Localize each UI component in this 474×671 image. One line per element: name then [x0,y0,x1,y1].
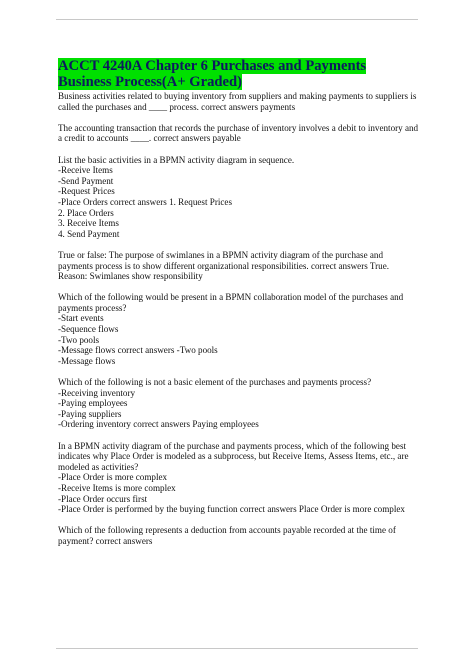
question-paragraph-4: True or false: The purpose of swimlanes in a BPMN activity diagram of the purchase and payments process is to show different organizational responsibilities. correct answers True. Reason: Swimlanes show responsibility [58,249,390,282]
question-paragraph-1: Business activities related to buying inventory from suppliers and making payments to suppliers is called the purchases and ____ process. correct answers payments [58,91,417,112]
document-content [58,58,420,557]
document-title: ACCT 4240A Chapter 6 Purchases and Payments Business Process(A+ Graded) [58,58,367,90]
question-paragraph-2: The accounting transaction that records the purchase of inventory involves a debit to inventory and a credit to accounts ____. correct answers payable [58,122,419,144]
question-paragraph-8: Which of the following represents a deduction from accounts payable recorded at the time of payment? correct answers [58,525,396,546]
question-paragraph-7: In a BPMN activity diagram of the purchase and payments process, which of the following best indicates why Place Order is modeled as a subprocess, but Receive Items, Assess Items, etc., are modeled as activities? -Place Order is more complex -Receive Items is more complex -Place Order occurs first -Place Order is performed by the buying function correct answers Place Order is more complex [58,440,409,515]
question-paragraph-5: Which of the following would be present in a BPMN collaboration model of the purchases and payments process? -Start events -Sequence flows -Two pools -Message flows correct answers -Two pools -Message flows [58,292,404,366]
header-rule [56,19,418,20]
document-body [58,91,420,547]
question-paragraph-6: Which of the following is not a basic element of the purchases and payments process? -Receiving inventory -Paying employees -Paying suppliers -Ordering inventory correct answers Paying employees [58,377,372,430]
question-paragraph-3: List the basic activities in a BPMN activity diagram in sequence. -Receive Items -Send Payment -Request Prices -Place Orders correct answers 1. Request Prices 2. Place Orders 3. Receive Items 4. Send Payment [58,154,295,239]
footer-rule [56,648,418,649]
